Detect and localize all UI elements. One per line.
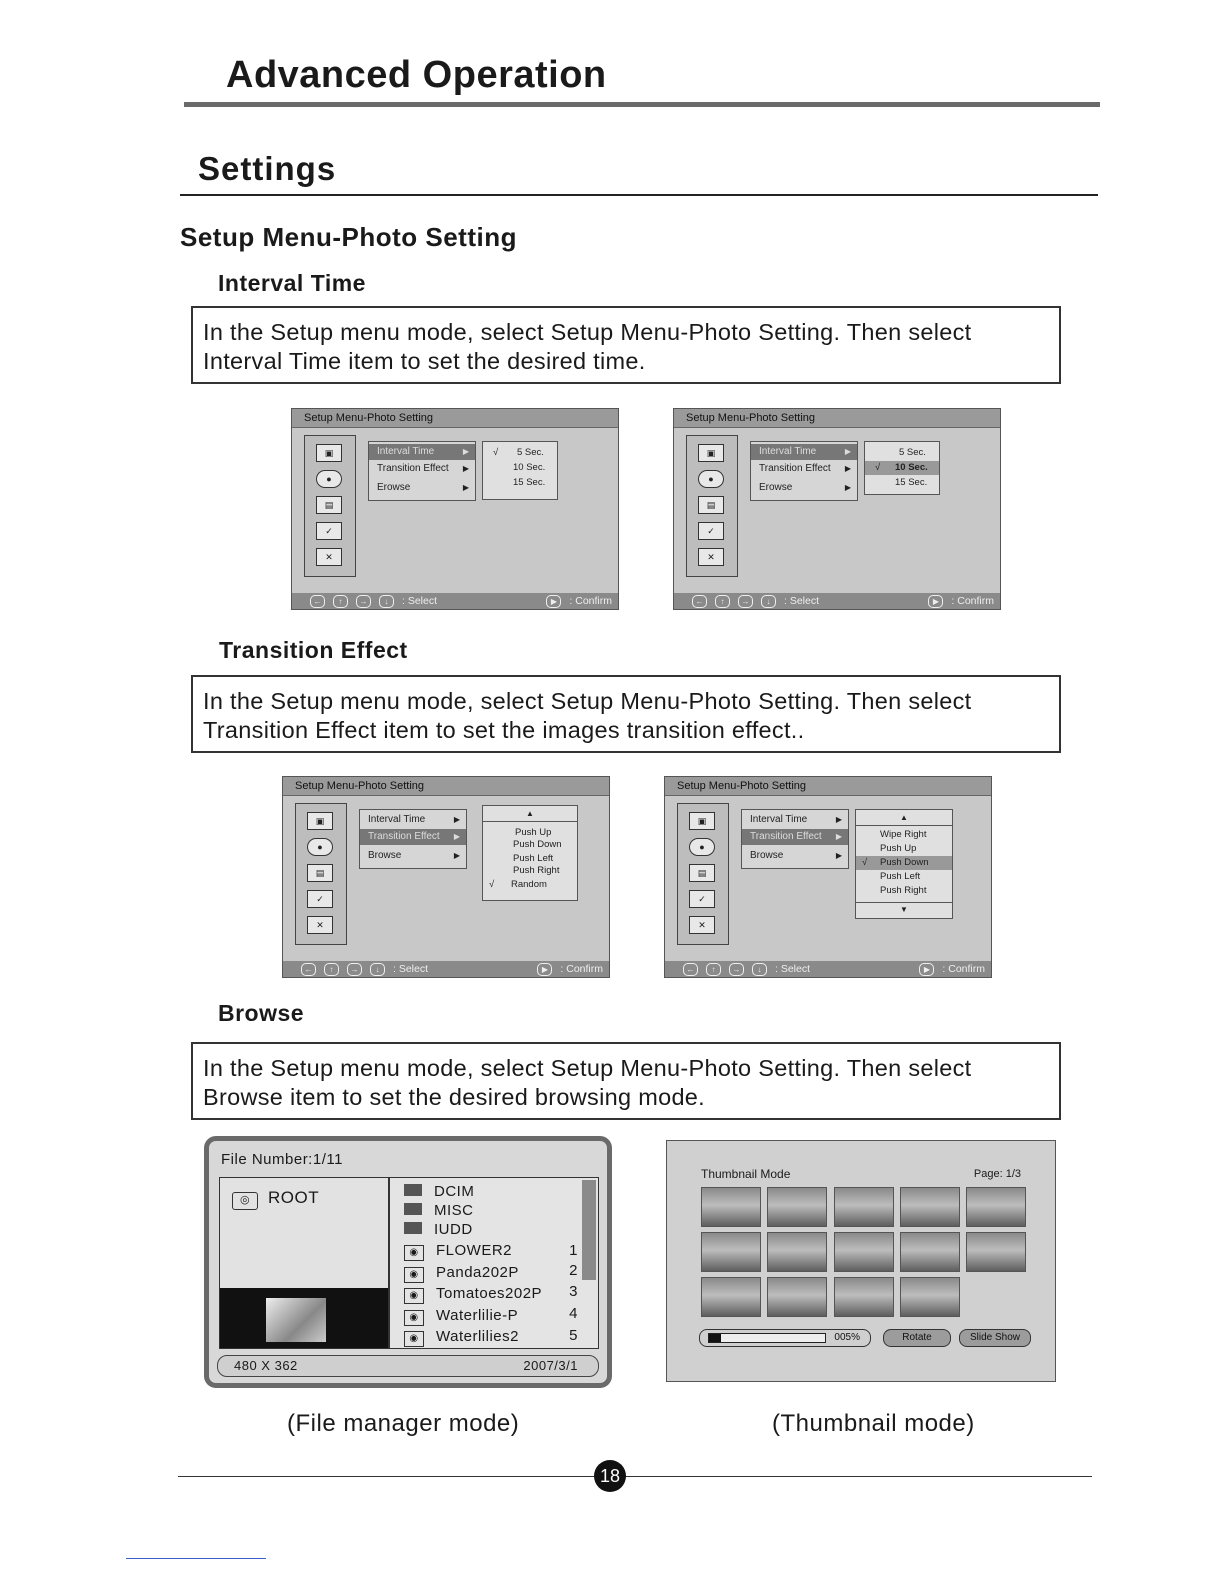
preview-image (266, 1298, 326, 1342)
menu-item-interval[interactable]: Interval Time ▶ (369, 444, 475, 460)
thumbnail-screen (666, 1140, 1056, 1382)
footer-rule (178, 1476, 1092, 1477)
option-push-right[interactable]: Push Right (513, 865, 560, 876)
interval-line-2: Interval Time item to set the desired time. (203, 348, 646, 374)
check-icon: √ (862, 857, 868, 868)
thumbnail[interactable] (701, 1187, 761, 1227)
option-15-sec[interactable]: 15 Sec. (895, 477, 928, 488)
folder-tree (219, 1177, 389, 1349)
menu-item-transition[interactable]: Transition Effect ▶ (751, 461, 857, 477)
slide-show-button[interactable]: Slide Show (959, 1329, 1031, 1347)
left-icon: ← (301, 963, 316, 976)
transition-options (482, 805, 578, 901)
confirm-hint: : Confirm (560, 963, 603, 975)
menu-title: Setup Menu-Photo Setting (665, 777, 991, 796)
folder-icon (404, 1203, 422, 1215)
menu-items (359, 809, 467, 869)
interval-options (864, 441, 940, 495)
enter-icon: ▶ (546, 595, 561, 608)
photo-file-icon: ◉ (404, 1245, 424, 1261)
icon-bar (686, 435, 738, 577)
title-divider (184, 102, 1100, 107)
list-item[interactable]: ◉ Panda202P (404, 1263, 519, 1283)
left-icon: ← (683, 963, 698, 976)
folder-icon (404, 1184, 422, 1196)
disc-icon: ◎ (232, 1192, 258, 1210)
root-item[interactable] (232, 1188, 319, 1210)
down-icon: ↓ (752, 963, 767, 976)
interval-screen-1 (291, 408, 619, 610)
list-item[interactable]: ◉ Waterlilie-P (404, 1306, 518, 1326)
confirm-hint: : Confirm (569, 595, 612, 607)
photo-icon: ▣ (307, 812, 333, 830)
option-push-up[interactable]: Push Up (515, 827, 552, 838)
thumbnail[interactable] (900, 1277, 960, 1317)
browse-line-1: In the Setup menu mode, select Setup Menu-Photo Setting. Then select (203, 1055, 972, 1081)
option-push-left[interactable]: Push Left (513, 853, 554, 864)
file-index: 5 (569, 1327, 578, 1344)
close-icon: ✕ (689, 916, 715, 934)
close-icon: ✕ (316, 548, 342, 566)
check-icon: √ (489, 879, 495, 890)
select-hint: : Select (402, 595, 438, 607)
menu-title: Setup Menu-Photo Setting (674, 409, 1000, 428)
music-icon: ● (307, 838, 333, 856)
scrollbar[interactable] (582, 1180, 596, 1280)
thumbnail[interactable] (966, 1187, 1026, 1227)
thumbnail[interactable] (701, 1277, 761, 1317)
menu-item-browse[interactable]: Browse ▶ (360, 848, 466, 864)
photo-file-icon: ◉ (404, 1331, 424, 1347)
option-push-down[interactable]: Push Down (513, 839, 562, 850)
menu-item-interval[interactable]: Interval Time ▶ (751, 444, 857, 460)
scroll-up-icon[interactable]: ▲ (856, 811, 952, 826)
thumbnail[interactable] (900, 1187, 960, 1227)
file-manager-caption: (File manager mode) (287, 1410, 520, 1437)
file-list (389, 1177, 599, 1349)
file-number: File Number:1/11 (221, 1151, 343, 1168)
option-10-sec: 10 Sec. (895, 462, 928, 473)
transition-description (191, 675, 1061, 753)
down-icon: ↓ (761, 595, 776, 608)
photo-icon: ▣ (698, 444, 724, 462)
root-label: ROOT (268, 1188, 320, 1207)
interval-description (191, 306, 1061, 384)
menu-item-browse[interactable]: Erowse ▶ (369, 480, 475, 496)
menu-title: Setup Menu-Photo Setting (292, 409, 618, 428)
icon-bar (304, 435, 356, 577)
scroll-up-icon[interactable]: ▲ (483, 807, 577, 822)
photo-icon: ▣ (689, 812, 715, 830)
thumbnail[interactable] (834, 1187, 894, 1227)
section-divider (180, 194, 1098, 196)
browse-line-2: Browse item to set the desired browsing mode. (203, 1084, 706, 1110)
interval-screen-2 (673, 408, 1001, 610)
check-icon: √ (875, 462, 881, 473)
check-icon: ✓ (307, 890, 333, 908)
icon-bar (677, 803, 729, 945)
music-icon: ● (689, 838, 715, 856)
option-5-sec[interactable]: 5 Sec. (899, 447, 926, 458)
file-index: 1 (569, 1242, 578, 1259)
file-index: 3 (569, 1283, 578, 1300)
down-icon: ↓ (379, 595, 394, 608)
option-push-down-highlight[interactable] (856, 856, 952, 870)
option-push-down: Push Down (880, 857, 929, 868)
list-item[interactable]: IUDD (404, 1220, 473, 1240)
transition-heading: Transition Effect (219, 637, 408, 663)
photo-file-icon: ◉ (404, 1310, 424, 1326)
up-icon: ↑ (706, 963, 721, 976)
down-icon: ↓ (370, 963, 385, 976)
list-item[interactable]: MISC (404, 1201, 474, 1221)
page-indicator: Page: 1/3 (973, 1168, 1021, 1180)
option-10-sec[interactable]: 10 Sec. (513, 462, 546, 473)
option-random[interactable]: Random (511, 879, 547, 890)
photo-file-icon: ◉ (404, 1267, 424, 1283)
page-title: Advanced Operation (226, 54, 607, 96)
footer-hints (665, 961, 991, 977)
browse-description (191, 1042, 1061, 1120)
footer-hints (292, 593, 618, 609)
file-manager-screen (204, 1136, 612, 1388)
menu-title: Setup Menu-Photo Setting (283, 777, 609, 796)
thumbnail[interactable] (834, 1232, 894, 1272)
thumbnail[interactable] (900, 1232, 960, 1272)
check-icon: ✓ (689, 890, 715, 908)
scroll-down-icon[interactable]: ▼ (856, 902, 952, 917)
subsection-title: Setup Menu-Photo Setting (180, 222, 517, 252)
footer-hints (674, 593, 1000, 609)
list-item[interactable]: ◉ Waterlilies2 (404, 1327, 519, 1347)
transition-screen-1 (282, 776, 610, 978)
list-item[interactable]: ◉ FLOWER2 (404, 1241, 512, 1261)
film-icon: ▤ (316, 496, 342, 514)
right-icon: → (347, 963, 362, 976)
progress-indicator (699, 1329, 871, 1347)
progress-label: 005% (834, 1332, 860, 1343)
rotate-button[interactable]: Rotate (883, 1329, 951, 1347)
list-item[interactable]: ◉ Tomatoes202P (404, 1284, 542, 1304)
select-hint: : Select (393, 963, 429, 975)
menu-items (750, 441, 858, 501)
page-number: 18 (594, 1460, 626, 1492)
thumbnail[interactable] (767, 1232, 827, 1272)
option-push-right[interactable]: Push Right (880, 885, 927, 896)
enter-icon: ▶ (537, 963, 552, 976)
option-wipe-right[interactable]: Wipe Right (880, 829, 927, 840)
up-icon: ↑ (715, 595, 730, 608)
browse-heading: Browse (218, 1000, 305, 1026)
confirm-hint: : Confirm (951, 595, 994, 607)
film-icon: ▤ (307, 864, 333, 882)
transition-screen-2 (664, 776, 992, 978)
option-15-sec[interactable]: 15 Sec. (513, 477, 546, 488)
menu-item-interval[interactable]: Interval Time ▶ (360, 812, 466, 828)
bottom-link-line (126, 1558, 266, 1559)
option-push-left[interactable]: Push Left (880, 871, 921, 882)
icon-bar (295, 803, 347, 945)
progress-track (708, 1333, 826, 1343)
option-5-sec[interactable]: 5 Sec. (517, 447, 544, 458)
file-date: 2007/3/1 (523, 1358, 578, 1373)
interval-line-1: In the Setup menu mode, select Setup Menu-Photo Setting. Then select (203, 319, 972, 345)
photo-icon: ▣ (316, 444, 342, 462)
footer-hints (283, 961, 609, 977)
progress-fill (709, 1334, 721, 1342)
menu-item-transition[interactable]: Transition Effect ▶ (360, 829, 466, 845)
menu-items (741, 809, 849, 869)
section-title: Settings (198, 150, 337, 187)
transition-options (855, 809, 953, 919)
enter-icon: ▶ (919, 963, 934, 976)
file-index: 2 (569, 1262, 578, 1279)
close-icon: ✕ (698, 548, 724, 566)
left-icon: ← (310, 595, 325, 608)
close-icon: ✕ (307, 916, 333, 934)
file-info-bar (217, 1355, 599, 1377)
check-icon: ✓ (698, 522, 724, 540)
menu-item-transition[interactable]: Transition Effect ▶ (369, 461, 475, 477)
transition-line-1: In the Setup menu mode, select Setup Menu-Photo Setting. Then select (203, 688, 972, 714)
confirm-hint: : Confirm (942, 963, 985, 975)
interval-options (482, 441, 558, 500)
up-icon: ↑ (324, 963, 339, 976)
thumbnail[interactable] (767, 1187, 827, 1227)
option-push-up[interactable]: Push Up (880, 843, 917, 854)
thumbnail-mode-label: Thumbnail Mode (701, 1167, 791, 1181)
transition-line-2: Transition Effect item to set the images transition effect.. (203, 717, 805, 743)
left-icon: ← (692, 595, 707, 608)
select-hint: : Select (775, 963, 811, 975)
thumbnail[interactable] (834, 1277, 894, 1317)
preview-panel (220, 1288, 388, 1348)
option-10-sec-highlight[interactable] (865, 461, 939, 475)
photo-file-icon: ◉ (404, 1288, 424, 1304)
menu-item-browse[interactable]: Browse ▶ (742, 848, 848, 864)
interval-heading: Interval Time (218, 270, 366, 296)
thumbnail-caption: (Thumbnail mode) (772, 1410, 975, 1437)
film-icon: ▤ (698, 496, 724, 514)
right-icon: → (738, 595, 753, 608)
music-icon: ● (316, 470, 342, 488)
right-icon: → (729, 963, 744, 976)
resolution: 480 X 362 (234, 1358, 298, 1373)
select-hint: : Select (784, 595, 820, 607)
thumbnail[interactable] (966, 1232, 1026, 1272)
right-icon: → (356, 595, 371, 608)
thumbnail[interactable] (701, 1232, 761, 1272)
menu-item-transition[interactable]: Transition Effect ▶ (742, 829, 848, 845)
file-index: 4 (569, 1305, 578, 1322)
check-icon: ✓ (316, 522, 342, 540)
film-icon: ▤ (689, 864, 715, 882)
up-icon: ↑ (333, 595, 348, 608)
folder-icon (404, 1222, 422, 1234)
menu-item-browse[interactable]: Erowse ▶ (751, 480, 857, 496)
enter-icon: ▶ (928, 595, 943, 608)
check-icon: √ (493, 447, 499, 458)
menu-items (368, 441, 476, 501)
music-icon: ● (698, 470, 724, 488)
menu-item-interval[interactable]: Interval Time ▶ (742, 812, 848, 828)
list-item[interactable]: DCIM (404, 1182, 474, 1202)
thumbnail[interactable] (767, 1277, 827, 1317)
